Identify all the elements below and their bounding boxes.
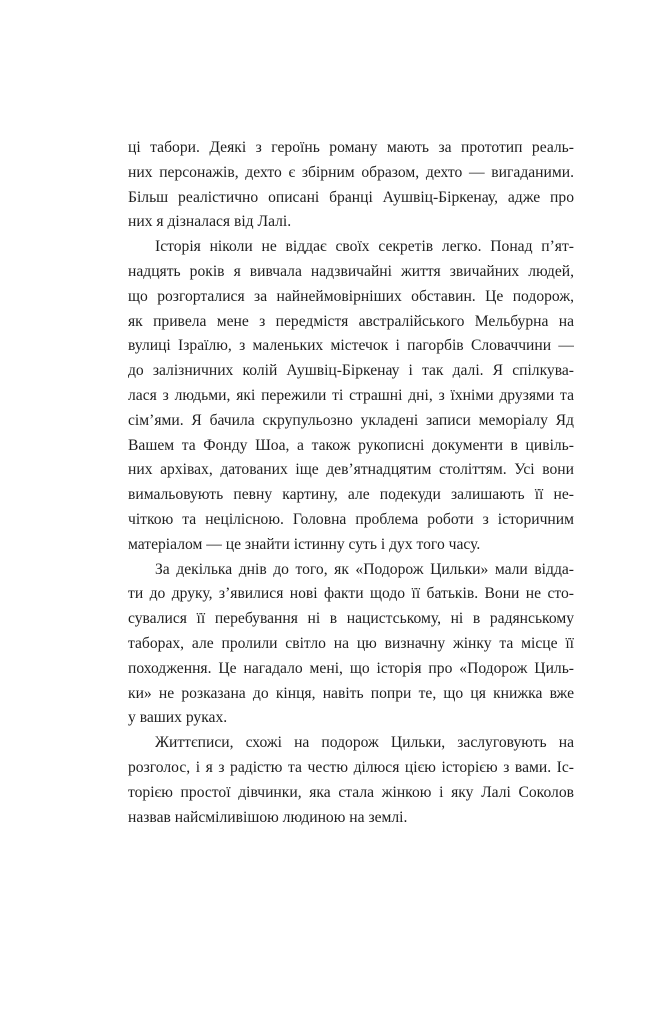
- text-line: чіткою та нецілісною. Головна проблема роботи з історичним: [128, 510, 574, 528]
- text-line: походження. Це нагадало мені, що історія про «Подорож Циль-: [128, 659, 574, 677]
- body-text: [128, 136, 574, 830]
- text-line: надцять років я вивчала надзвичайні життя звичайних людей,: [128, 262, 574, 280]
- paragraph: [128, 558, 574, 732]
- paragraph: [128, 136, 574, 235]
- text-line: ці табори. Деякі з героїнь роману мають за прототип реаль-: [128, 139, 574, 156]
- text-line: сім’ями. Я бачила скрупульозно укладені записи меморіалу Яд: [128, 411, 574, 429]
- text-line: Більш реалістично описані бранці Аушвіц-Біркенау, адже про: [128, 188, 574, 206]
- text-line: до залізничних колій Аушвіц-Біркенау і так далі. Я спілкува-: [128, 362, 574, 380]
- text-line: Життєписи, схожі на подорож Цильки, заслуговують на: [155, 734, 574, 752]
- text-line: торією простої дівчинки, яка стала жінкою і яку Лалі Соколов: [128, 783, 574, 801]
- text-line: як привела мене з передмістя австралійського Мельбурна на: [128, 312, 574, 330]
- text-line: сувалися її перебування ні в нацистському, ні в радянському: [128, 610, 574, 628]
- text-line: ти до друку, з’явилися нові факти щодо її батьків. Вони не сто-: [128, 585, 574, 603]
- text-line: лася з людьми, які пережили ті страшні дні, з їхніми друзями та: [128, 386, 574, 404]
- text-line: За декілька днів до того, як «Подорож Цильки» мали відда-: [155, 560, 574, 578]
- text-line: у ваших руках.: [128, 709, 228, 727]
- text-line: матеріалом — це знайти істинну суть і дух того часу.: [128, 535, 481, 553]
- text-line: що розгорталися за найнеймовірніших обставин. Це подорож,: [128, 287, 574, 305]
- paragraph: [128, 235, 574, 557]
- text-line: вулиці Ізраїлю, з маленьких містечок і пагорбів Словаччини —: [128, 337, 574, 355]
- text-line: назвав найсміливішою людиною на землі.: [128, 808, 408, 826]
- text-line: них персонажів, дехто є збірним образом, дехто — вигаданими.: [128, 163, 574, 181]
- text-line: ки» не розказана до кінця, навіть попри те, що ця книжка вже: [128, 684, 574, 702]
- paragraph: [128, 731, 574, 830]
- text-line: таборах, але пролили світло на цю визначну жінку та місце її: [128, 634, 574, 652]
- text-line: них архівах, датованих іще дев’ятнадцятим століттям. Усі вони: [128, 461, 574, 479]
- text-line: Вашем та Фонду Шоа, а також рукописні документи в цивіль-: [128, 436, 574, 454]
- text-line: розголос, і я з радістю та честю ділюся цією історією з вами. Іс-: [128, 758, 574, 776]
- text-line: Історія ніколи не віддає своїх секретів легко. Понад п’ят-: [155, 238, 574, 256]
- text-line: них я дізналася від Лалі.: [128, 213, 292, 231]
- text-line: вимальовують певну картину, але подекуди залишають її не-: [128, 486, 574, 504]
